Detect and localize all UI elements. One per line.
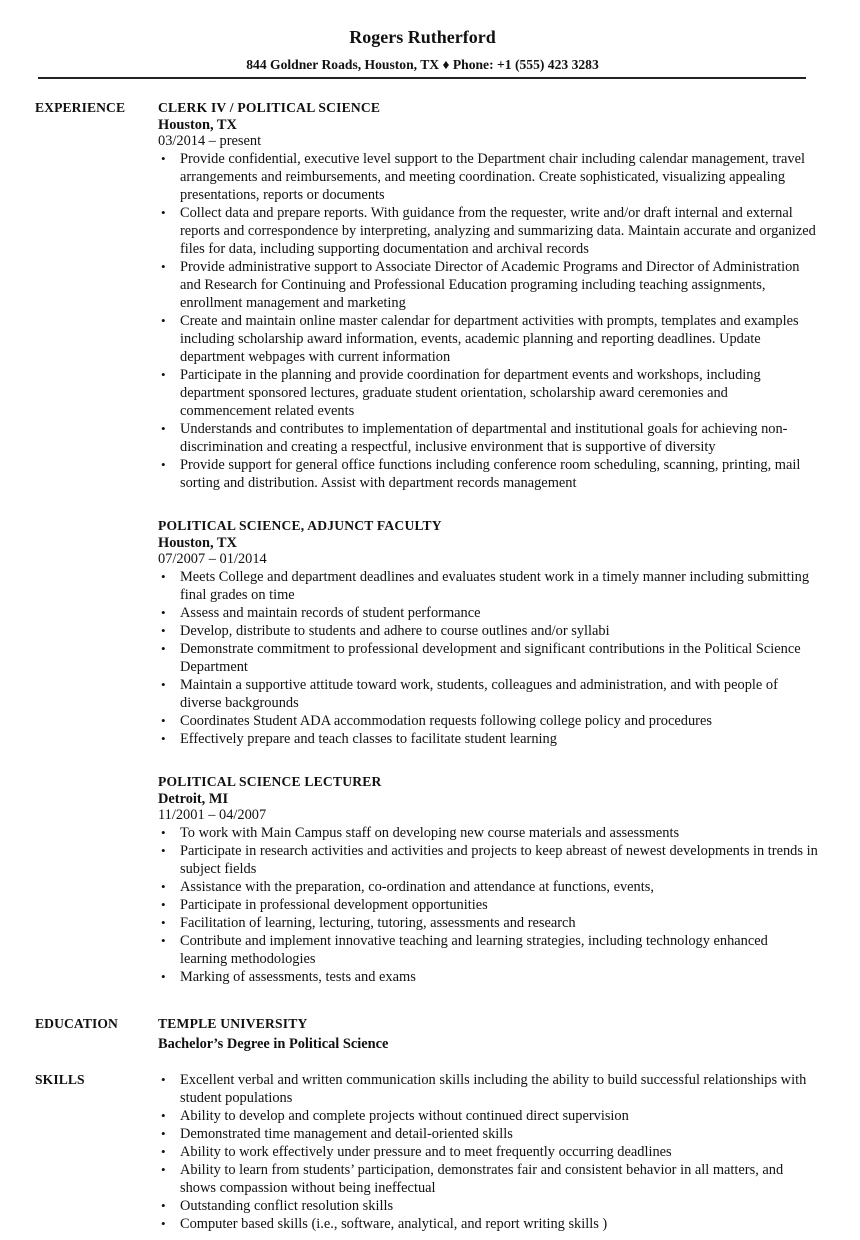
job-location: Houston, TX: [158, 117, 237, 133]
list-item: • Participate in professional development opportunities: [158, 896, 818, 914]
contact-line: 844 Goldner Roads, Houston, TX ♦ Phone: +1 (555) 423 3283: [246, 57, 599, 72]
list-item: • Demonstrated time management and detail-oriented skills: [158, 1125, 818, 1143]
list-item: • Marking of assessments, tests and exams: [158, 968, 818, 986]
list-item: • Assistance with the preparation, co-ordination and attendance at functions, events,: [158, 878, 818, 896]
list-item: • Meets College and department deadlines and evaluates student work in a timely manner including submitting final grades on time: [158, 568, 818, 604]
skills-entry: [158, 1071, 818, 1233]
list-item: • To work with Main Campus staff on developing new course materials and assessments: [158, 824, 818, 842]
job-title: CLERK IV / POLITICAL SCIENCE: [158, 100, 381, 115]
list-item: • Develop, distribute to students and adhere to course outlines and/or syllabi: [158, 622, 818, 640]
skills-section-label: SKILLS: [35, 1072, 85, 1087]
list-item: • Facilitation of learning, lecturing, tutoring, assessments and research: [158, 914, 818, 932]
job-bullets: [158, 150, 818, 492]
header-divider: [38, 77, 806, 79]
list-item: • Effectively prepare and teach classes to facilitate student learning: [158, 730, 818, 748]
job-title: POLITICAL SCIENCE LECTURER: [158, 774, 382, 789]
list-item: • Coordinates Student ADA accommodation requests following college policy and procedures: [158, 712, 818, 730]
list-item: • Demonstrate commitment to professional development and significant contributions in the Political Science Department: [158, 640, 818, 676]
job-entry-1: [158, 99, 818, 492]
list-item: • Provide support for general office functions including conference room scheduling, scanning, printing, mail sorting and distribution. Assist with department records management: [158, 456, 818, 492]
job-dates: 11/2001 – 04/2007: [158, 807, 267, 823]
list-item: • Ability to develop and complete projects without continued direct supervision: [158, 1107, 818, 1125]
list-item: • Create and maintain online master calendar for department activities with prompts, templates and examples including scholarship award information, events, academic planning and reporting deadlines. Update department webpages with current information: [158, 312, 818, 366]
skills-list: [158, 1071, 818, 1233]
job-location: Detroit, MI: [158, 791, 229, 807]
list-item: • Participate in the planning and provide coordination for department events and workshops, including department sponsored lectures, graduate student orientation, scholarship award ceremonies and commencement related events: [158, 366, 818, 420]
job-bullets: [158, 824, 818, 986]
list-item: • Understands and contributes to implementation of departmental and institutional goals for achieving non-discrimination and creating a respectful, inclusive environment that is supportive of diversity: [158, 420, 818, 456]
education-section-label: EDUCATION: [35, 1016, 118, 1031]
list-item: • Provide administrative support to Associate Director of Academic Programs and Director of Administration and Research for Continuing and Professional Education programing including teaching assignments, enrollment management and marketing: [158, 258, 818, 312]
list-item: • Provide confidential, executive level support to the Department chair including calendar management, travel arrangements and reimbursements, and meeting coordination. Create sophisticated, visualizing appealing presentations, reports or documents: [158, 150, 818, 204]
list-item: • Outstanding conflict resolution skills: [158, 1197, 818, 1215]
list-item: • Excellent verbal and written communication skills including the ability to build successful relationships with student populations: [158, 1071, 818, 1107]
job-dates: 03/2014 – present: [158, 133, 262, 149]
list-item: • Maintain a supportive attitude toward work, students, colleagues and administration, and with people of diverse backgrounds: [158, 676, 818, 712]
list-item: • Participate in research activities and activities and projects to keep abreast of newest developments in trends in subject fields: [158, 842, 818, 878]
job-bullets: [158, 568, 818, 748]
job-title: POLITICAL SCIENCE, ADJUNCT FACULTY: [158, 518, 442, 533]
education-entry: [158, 1015, 818, 1053]
list-item: • Assess and maintain records of student performance: [158, 604, 818, 622]
experience-section-label: EXPERIENCE: [35, 100, 126, 115]
list-item: • Ability to work effectively under pressure and to meet frequently occurring deadlines: [158, 1143, 818, 1161]
list-item: • Collect data and prepare reports. With guidance from the requester, write and/or draft internal and external reports and correspondence by interpreting, analyzing and summarizing data. Maintain accurate and organized files for data, including supporting documentation and archival records: [158, 204, 818, 258]
school-name: TEMPLE UNIVERSITY: [158, 1016, 308, 1031]
job-entry-2: [158, 517, 818, 748]
degree: Bachelor’s Degree in Political Science: [158, 1036, 389, 1052]
job-location: Houston, TX: [158, 535, 237, 551]
job-dates: 07/2007 – 01/2014: [158, 551, 267, 567]
list-item: • Computer based skills (i.e., software, analytical, and report writing skills ): [158, 1215, 818, 1233]
list-item: • Ability to learn from students’ participation, demonstrates fair and consistent behavior in all matters, and shows compassion without being ineffectual: [158, 1161, 818, 1197]
candidate-name: Rogers Rutherford: [349, 27, 496, 47]
resume-header: [0, 26, 845, 73]
list-item: • Contribute and implement innovative teaching and learning strategies, including technology enhanced learning methodologies: [158, 932, 818, 968]
job-entry-3: [158, 773, 818, 986]
